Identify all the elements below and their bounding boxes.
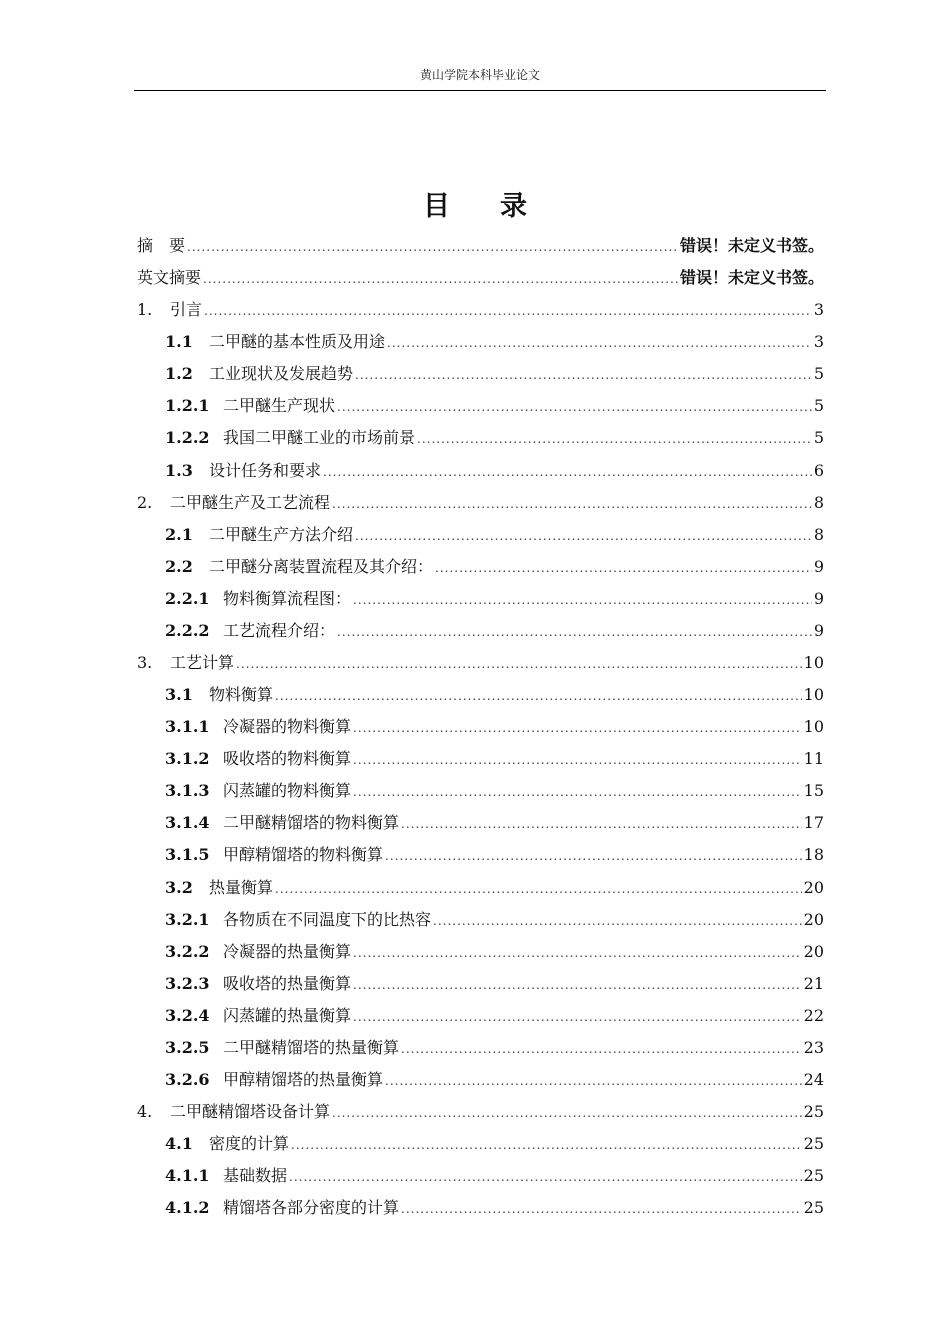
toc-entry[interactable]	[137, 968, 824, 1000]
toc-entry-page: 9	[813, 556, 824, 576]
toc-entry[interactable]	[137, 1128, 824, 1160]
toc-entry-number: 3.2	[165, 877, 193, 897]
dot-leader	[275, 680, 802, 712]
toc-entry-page: 25	[803, 1198, 824, 1218]
dot-leader	[401, 1193, 802, 1225]
toc-entry-page: 6	[813, 460, 824, 480]
toc-entry-number: 1.1	[165, 332, 193, 352]
dot-leader	[332, 488, 812, 520]
toc-entry-page: 10	[803, 685, 824, 705]
toc-entry-title: 英文摘要	[137, 268, 202, 288]
dot-leader	[275, 873, 802, 905]
dot-leader	[401, 808, 802, 840]
toc-entry-number: 3.1.1	[165, 717, 210, 737]
toc-entry-number: 2.2.1	[165, 588, 210, 608]
toc-entry-number: 1.2.1	[165, 396, 210, 416]
dot-leader	[353, 584, 812, 616]
toc-entry-title: 精馏塔各部分密度的计算	[223, 1198, 400, 1218]
toc-entry-page: 23	[803, 1037, 824, 1057]
toc-entry[interactable]	[137, 1064, 824, 1096]
dot-leader	[323, 456, 812, 488]
toc-entry-title: 我国二甲醚工业的市场前景	[223, 428, 416, 448]
toc-entry-title: 物料衡算流程图：	[223, 588, 352, 608]
toc-entry[interactable]	[137, 262, 824, 294]
toc-entry-number: 2.	[137, 492, 153, 512]
toc-entry-page: 5	[813, 428, 824, 448]
toc-entry-page: 25	[803, 1166, 824, 1186]
toc-entry-number: 2.2.2	[165, 620, 210, 640]
dot-leader	[353, 744, 802, 776]
toc-entry-number: 4.1.1	[165, 1166, 210, 1186]
dot-leader	[355, 520, 812, 552]
dot-leader	[417, 423, 812, 455]
toc-entry-title: 二甲醚生产现状	[223, 396, 336, 416]
toc-entry-page: 22	[803, 1005, 824, 1025]
toc-entry-page: 21	[803, 973, 824, 993]
toc-entry-title: 密度的计算	[209, 1134, 290, 1154]
toc-entry-number: 4.	[137, 1102, 153, 1122]
dot-leader	[353, 776, 802, 808]
toc-entry-title: 闪蒸罐的物料衡算	[223, 781, 352, 801]
dot-leader	[387, 327, 812, 359]
dot-leader	[289, 1161, 802, 1193]
page-header	[134, 66, 826, 91]
toc-entry-page: 15	[803, 781, 824, 801]
toc-entry[interactable]	[137, 872, 824, 904]
toc-entry[interactable]	[137, 1032, 824, 1064]
dot-leader	[435, 552, 812, 584]
dot-leader	[187, 231, 678, 263]
toc-entry-number: 4.1	[165, 1134, 193, 1154]
toc-entry-title: 闪蒸罐的热量衡算	[223, 1005, 352, 1025]
toc-entry[interactable]	[137, 519, 824, 551]
toc-entry-page: 24	[803, 1070, 824, 1090]
toc-entry-title: 二甲醚精馏塔的物料衡算	[223, 813, 400, 833]
toc-entry-title: 冷凝器的热量衡算	[223, 941, 352, 961]
toc-entry-error-text: 错误！未定义书签。	[679, 236, 824, 255]
toc-entry-number: 3.2.6	[165, 1070, 210, 1090]
dot-leader	[353, 937, 802, 969]
toc-entry-number: 1.	[137, 300, 153, 320]
toc-entry[interactable]	[137, 807, 824, 839]
toc-entry-title: 各物质在不同温度下的比热容	[223, 909, 432, 929]
toc-entry-title: 二甲醚的基本性质及用途	[209, 332, 386, 352]
toc-entry[interactable]	[137, 230, 824, 262]
toc-entry-number: 3.1	[165, 685, 193, 705]
toc-entry-title: 基础数据	[223, 1166, 288, 1186]
toc-entry-page: 10	[803, 653, 824, 673]
toc-entry-number: 1.3	[165, 460, 193, 480]
toc-entry-error-text: 错误！未定义书签。	[679, 268, 824, 288]
dot-leader	[337, 391, 812, 423]
toc-entry[interactable]	[137, 615, 824, 647]
dot-leader	[385, 1065, 802, 1097]
dot-leader	[353, 969, 802, 1001]
toc-entry-page: 20	[803, 941, 824, 961]
dot-leader	[385, 840, 802, 872]
toc-entry[interactable]	[137, 422, 824, 454]
toc-entry-number: 2.1	[165, 524, 193, 544]
toc-entry[interactable]	[137, 551, 824, 583]
toc-entry-page: 11	[803, 749, 824, 769]
toc-entry-page: 9	[813, 588, 824, 608]
toc-entry-page: 8	[813, 524, 824, 544]
toc-entry[interactable]	[137, 775, 824, 807]
toc-entry[interactable]	[137, 936, 824, 968]
toc-entry[interactable]	[137, 326, 824, 358]
toc-entry[interactable]	[137, 390, 824, 422]
toc-entry-title: 冷凝器的物料衡算	[223, 717, 352, 737]
toc-entry-title: 二甲醚精馏塔的热量衡算	[223, 1037, 400, 1057]
toc-entry-title: 二甲醚生产及工艺流程	[170, 492, 331, 512]
dot-leader	[355, 359, 812, 391]
toc-entry[interactable]	[137, 1096, 824, 1128]
toc-entry[interactable]	[137, 455, 824, 487]
dot-leader	[353, 712, 802, 744]
toc-entry-page: 25	[803, 1102, 824, 1122]
table-of-contents	[137, 230, 824, 1224]
toc-entry-number: 1.2.2	[165, 428, 210, 448]
toc-entry-page: 17	[803, 813, 824, 833]
toc-entry[interactable]	[137, 904, 824, 936]
toc-entry[interactable]	[137, 358, 824, 390]
toc-entry-title: 物料衡算	[209, 685, 274, 705]
toc-entry-title: 甲醇精馏塔的热量衡算	[223, 1070, 384, 1090]
toc-entry-page: 3	[813, 300, 824, 320]
dot-leader	[401, 1033, 802, 1065]
dot-leader	[353, 1001, 802, 1033]
toc-entry[interactable]	[137, 839, 824, 871]
toc-entry-number: 3.1.2	[165, 749, 210, 769]
toc-entry-number: 3.1.3	[165, 781, 210, 801]
dot-leader	[203, 263, 678, 295]
toc-entry-title: 甲醇精馏塔的物料衡算	[223, 845, 384, 865]
toc-title: 目录	[423, 191, 577, 222]
dot-leader	[332, 1097, 802, 1129]
header-text: 黄山学院本科毕业论文	[419, 68, 540, 82]
toc-entry-title: 引言	[170, 300, 203, 320]
toc-entry-number: 3.1.4	[165, 813, 210, 833]
toc-entry-number: 3.1.5	[165, 845, 210, 865]
toc-entry[interactable]	[137, 583, 824, 615]
toc-entry-title: 二甲醚分离装置流程及其介绍：	[209, 556, 434, 576]
toc-entry[interactable]	[137, 679, 824, 711]
dot-leader	[236, 648, 802, 680]
toc-entry-page: 18	[803, 845, 824, 865]
toc-entry-page: 5	[813, 396, 824, 416]
toc-entry[interactable]	[137, 1160, 824, 1192]
dot-leader	[291, 1129, 802, 1161]
toc-entry-title: 摘 要	[137, 236, 186, 255]
toc-entry-number: 3.2.3	[165, 973, 210, 993]
toc-entry-page: 10	[803, 717, 824, 737]
toc-entry[interactable]	[137, 1000, 824, 1032]
toc-entry-number: 3.2.2	[165, 941, 210, 961]
toc-entry-page: 20	[803, 877, 824, 897]
dot-leader	[433, 905, 802, 937]
toc-entry-number: 4.1.2	[165, 1198, 210, 1218]
toc-entry-page: 8	[813, 492, 824, 512]
toc-entry-number: 3.2.5	[165, 1037, 210, 1057]
toc-entry-title: 二甲醚生产方法介绍	[209, 524, 354, 544]
toc-entry-title: 工艺流程介绍：	[223, 620, 336, 640]
toc-entry-number: 3.2.4	[165, 1005, 210, 1025]
toc-entry-number: 2.2	[165, 556, 193, 576]
toc-entry-title: 吸收塔的物料衡算	[223, 749, 352, 769]
toc-entry-number: 3.	[137, 653, 153, 673]
toc-entry-number: 3.2.1	[165, 909, 210, 929]
toc-entry-page: 5	[813, 364, 824, 384]
dot-leader	[337, 616, 812, 648]
toc-entry-title: 吸收塔的热量衡算	[223, 973, 352, 993]
toc-entry-title: 工业现状及发展趋势	[209, 364, 354, 384]
toc-entry[interactable]	[137, 743, 824, 775]
toc-entry-page: 9	[813, 620, 824, 640]
dot-leader	[204, 295, 812, 327]
toc-entry[interactable]	[137, 294, 824, 326]
toc-entry-title: 设计任务和要求	[209, 460, 322, 480]
toc-entry-page: 20	[803, 909, 824, 929]
toc-entry-page: 3	[813, 332, 824, 352]
toc-entry[interactable]	[137, 487, 824, 519]
toc-entry-title: 工艺计算	[170, 653, 235, 673]
toc-entry-title: 热量衡算	[209, 877, 274, 897]
toc-entry[interactable]	[137, 647, 824, 679]
toc-entry[interactable]	[137, 711, 824, 743]
toc-entry[interactable]	[137, 1192, 824, 1224]
toc-entry-page: 25	[803, 1134, 824, 1154]
toc-entry-title: 二甲醚精馏塔设备计算	[170, 1102, 331, 1122]
toc-entry-number: 1.2	[165, 364, 193, 384]
